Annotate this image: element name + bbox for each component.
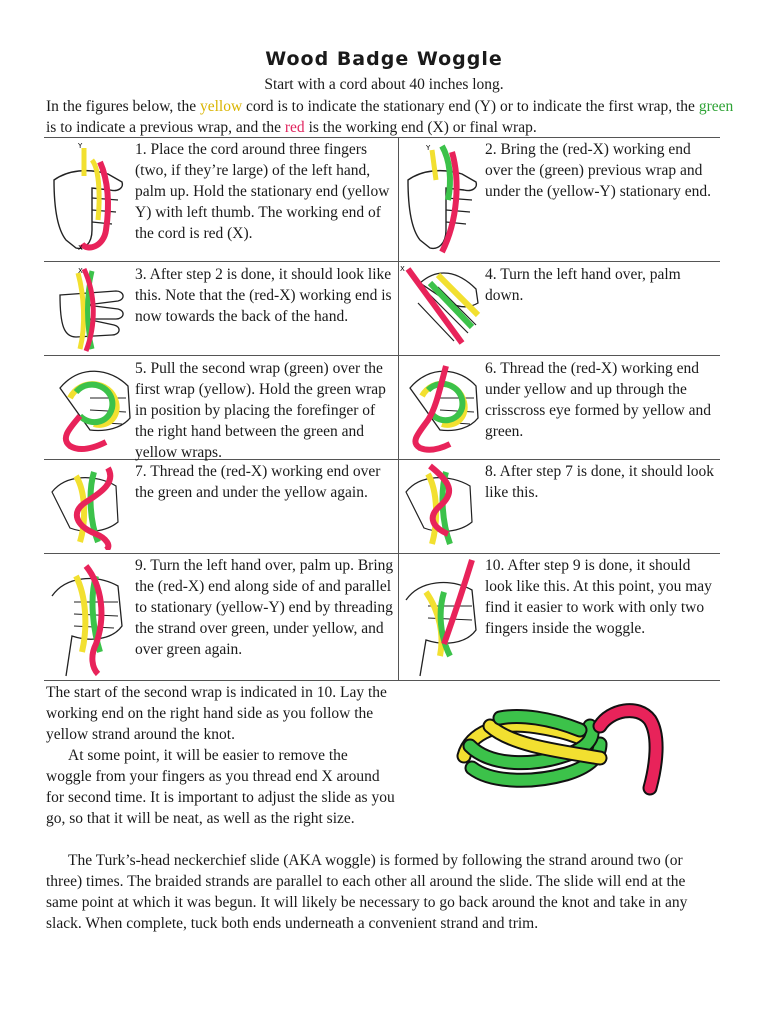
svg-text:Y: Y xyxy=(78,142,83,150)
paragraph-1: The start of the second wrap is indicated in 10. Lay the working end on the right hand side as you follow the yellow strand around the knot. xyxy=(46,684,387,743)
step-9-figure xyxy=(46,556,130,678)
step-1-text: 1. Place the cord around three fingers (two, if they’re large) of the left hand, palm up. Hold the stationary end (yellow Y) with left thumb. The working end of the cord is red (X). xyxy=(135,141,390,242)
intro-text-2: cord is to indicate the stationary end (Y) or to indicate the first wrap, the xyxy=(242,98,699,115)
table-divider xyxy=(44,680,720,681)
step-7-figure xyxy=(46,462,130,550)
step-3-figure xyxy=(56,265,128,353)
intro-text-1: In the figures below, the xyxy=(46,98,200,115)
table-divider xyxy=(44,553,720,554)
red-word: red xyxy=(284,119,305,136)
paragraph-2: At some point, it will be easier to remove the woggle from your fingers as you thread end X around for second time. It is important to adjust the slide as you go, so that it will be neat, as well as the right size. xyxy=(46,747,395,827)
subtitle: Start with a cord about 40 inches long. xyxy=(264,76,504,93)
step-6-text: 6. Thread the (red-X) working end under yellow and up through the crisscross eye formed by yellow and green. xyxy=(485,360,711,440)
step-10-text: 10. After step 9 is done, it should look like this. At this point, you may find it easier to work with only two fingers inside the woggle. xyxy=(485,557,712,637)
yellow-word: yellow xyxy=(199,98,243,115)
table-column-divider xyxy=(398,137,399,680)
step-5-text: 5. Pull the second wrap (green) over the first wrap (yellow). Hold the green wrap in position by placing the forefinger of the right hand between the green and yellow wraps. xyxy=(135,360,386,461)
step-10-figure xyxy=(400,556,482,678)
step-8-text: 8. After step 7 is done, it should look like this. xyxy=(485,463,715,501)
table-divider xyxy=(44,261,720,262)
svg-text:X: X xyxy=(400,265,405,273)
intro-text-3: is to indicate a previous wrap, and the xyxy=(46,119,285,136)
step-7-text: 7. Thread the (red-X) working end over the green and under the yellow again. xyxy=(135,463,381,501)
step-9-text: 9. Turn the left hand over, palm up. Bring the (red-X) end along side of and parallel to stationary (yellow-Y) end by threading the strand over green, under yellow, and over green again. xyxy=(135,557,394,658)
svg-text:X: X xyxy=(78,244,83,252)
step-1-figure xyxy=(48,140,130,258)
step-2-text: 2. Bring the (red-X) working end over the (green) previous wrap and under the (yellow-Y) stationary end. xyxy=(485,141,711,200)
paragraph-3: The Turk’s-head neckerchief slide (AKA woggle) is formed by following the strand around two (or three) times. The braided strands are parallel to each other all around the slide. The slide will end at the same point at which it was begun. It will likely be necessary to go back around the knot and take in any slack. When complete, tuck both ends underneath a convenient strand and trim. xyxy=(46,852,688,932)
page-title: Wood Badge Woggle xyxy=(265,48,503,70)
svg-text:Y: Y xyxy=(426,144,431,152)
intro-paragraph xyxy=(46,96,736,138)
table-divider xyxy=(44,355,720,356)
step-5-figure xyxy=(50,358,134,456)
step-4-figure xyxy=(398,263,482,355)
finished-woggle-figure xyxy=(450,696,670,796)
step-3-text: 3. After step 2 is done, it should look like this. Note that the (red-X) working end is now towards the back of the hand. xyxy=(135,266,392,325)
step-4-text: 4. Turn the left hand over, palm down. xyxy=(485,266,681,304)
table-divider xyxy=(44,137,720,138)
step-8-figure xyxy=(400,462,480,550)
svg-text:X: X xyxy=(78,267,83,275)
step-6-figure xyxy=(400,358,482,456)
green-word: green xyxy=(698,98,734,115)
step-2-figure xyxy=(402,140,482,258)
intro-text-4: is the working end (X) or final wrap. xyxy=(304,119,537,136)
